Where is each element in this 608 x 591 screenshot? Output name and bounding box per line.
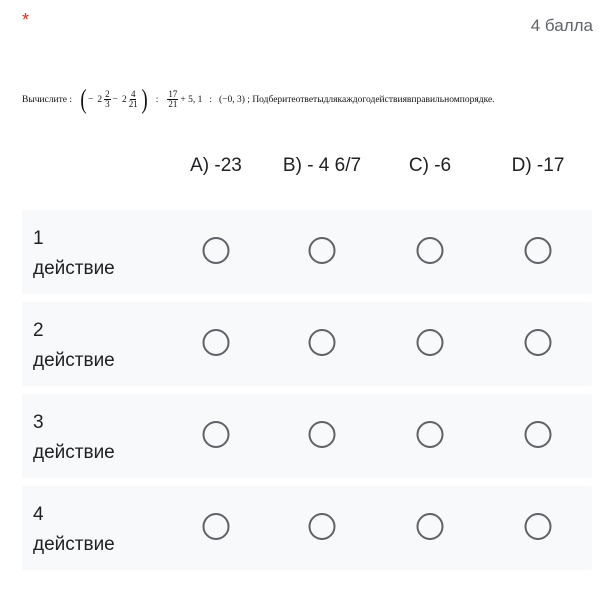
row-number: 3 [33,412,44,433]
row-word: действие [33,442,115,463]
row-label [33,224,115,284]
minus-sign: − [112,94,118,105]
row-word: действие [33,534,115,555]
radio-row3-a[interactable] [203,421,230,448]
radio-row2-b[interactable] [309,329,336,356]
grid-row-4 [22,486,592,570]
close-paren: ) [141,84,148,114]
colon-sign: : [155,94,159,105]
whole-part: 2 [97,94,103,105]
column-headers [0,155,608,183]
grid-row-2 [22,302,592,386]
numerator: 17 [168,88,178,99]
whole-part: 2 [121,94,127,105]
column-header-d: D) -17 [511,155,565,176]
radio-row4-c[interactable] [417,513,444,540]
row-number: 1 [33,228,44,249]
open-paren: ( [80,84,87,114]
radio-row2-d[interactable] [525,329,552,356]
expression-end: (−0, 3) ; Подберитеответыдлякаждогодействиявправильномпорядке. [219,94,495,105]
row-word: действие [33,350,115,371]
radio-row4-a[interactable] [203,513,230,540]
column-header-b: B) - 4 6/7 [282,155,362,176]
minus-sign: − [88,94,94,105]
radio-row1-d[interactable] [525,237,552,264]
radio-row3-c[interactable] [417,421,444,448]
required-asterisk: * [22,10,30,30]
grid-row-3 [22,394,592,478]
denominator: 21 [168,99,178,109]
fraction [104,90,111,110]
expression-tail: + 5, 1 [180,94,203,105]
points-label: 4 балла [530,16,593,35]
fraction [167,90,178,110]
fraction [129,90,138,110]
numerator: 4 [130,88,136,99]
question-text [22,86,602,113]
column-header-c: C) -6 [408,155,452,176]
row-label [33,408,115,468]
question-lead: Вычислите : [22,94,73,105]
radio-row3-b[interactable] [309,421,336,448]
radio-row1-b[interactable] [309,237,336,264]
numerator: 2 [105,88,110,99]
row-number: 2 [33,320,44,341]
row-number: 4 [33,504,44,525]
colon-sign: : [209,94,212,105]
radio-row2-a[interactable] [203,329,230,356]
radio-row1-a[interactable] [203,237,230,264]
radio-row1-c[interactable] [417,237,444,264]
radio-row4-d[interactable] [525,513,552,540]
row-label [33,316,115,376]
radio-row3-d[interactable] [525,421,552,448]
radio-row2-c[interactable] [417,329,444,356]
denominator: 21 [128,99,138,109]
radio-row4-b[interactable] [309,513,336,540]
column-header-a: A) -23 [190,155,242,176]
row-word: действие [33,258,115,279]
grid-row-1 [22,210,592,294]
denominator: 3 [105,99,110,109]
row-label [33,500,115,560]
